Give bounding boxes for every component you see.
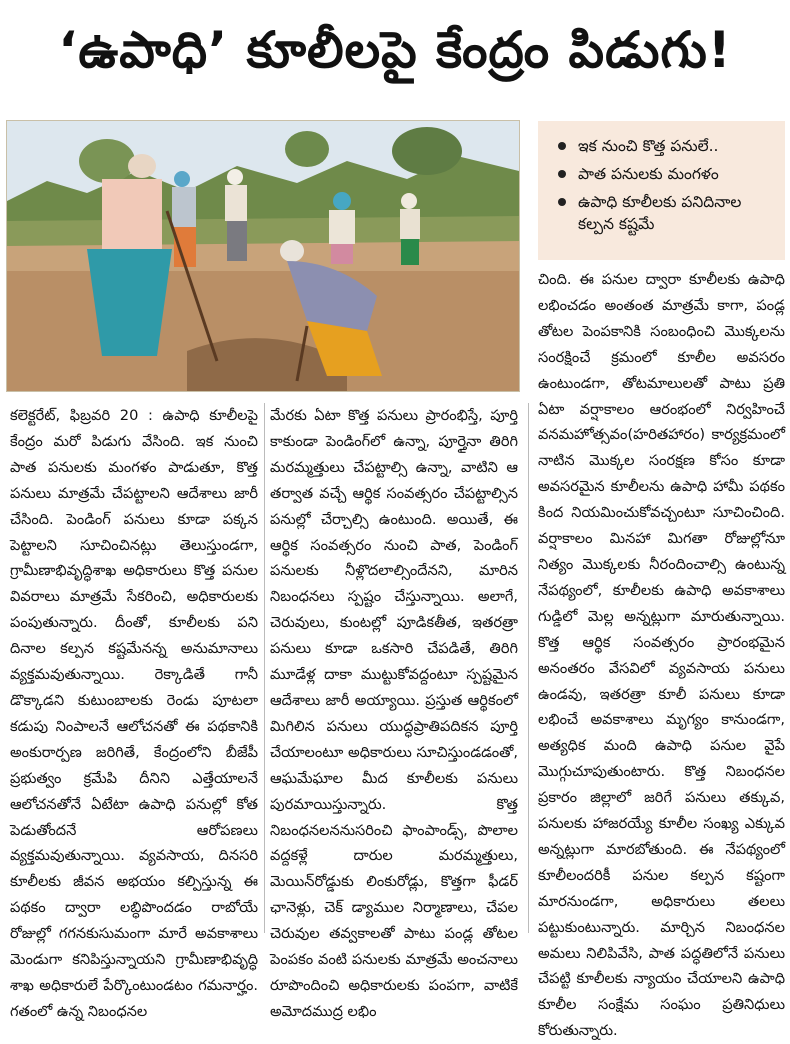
highlight-text: ఇక నుంచి కొత్త పనులే.. — [578, 137, 719, 155]
highlight-item — [556, 163, 773, 185]
highlight-text: ఉపాధి కూలీలకు పనిదినాల కల్పన కష్టమే — [578, 193, 742, 233]
workers-field-photo — [7, 121, 519, 391]
column-divider — [264, 403, 265, 933]
article-column-1 — [10, 403, 258, 1025]
headline: ‘ఉపాధి’ కూలీలపై కేంద్రం పిడుగు! — [58, 20, 732, 79]
highlight-item — [556, 191, 773, 235]
column-divider — [528, 403, 529, 933]
highlight-text: పాత పనులకు మంగళం — [578, 165, 719, 183]
highlights-box — [538, 121, 785, 260]
article-column-2 — [270, 403, 518, 1025]
article-text: మేరకు ఏటా కొత్త పనులు ప్రారంభిస్తే, పూర్తి కాకుండా పెండింగ్‌లో ఉన్నా, పూర్తైనా తిరిగి మరమ్మత్తులు చేపట్టాల్సి ఉన్నా, వాటిని ఆ తర్వాత వచ్చే ఆర్థిక సంవత్సరం చేపట్టాల్సిన పనుల్లో చేర్చాల్సి ఉంటుంది. అయితే, ఈ ఆర్థిక సంవత్సరం నుంచి పాత, పెండింగ్ పనులకు నీళ్లొదలాల్సిందేనని, మారిన నిబంధనలు స్పష్టం చేస్తున్నాయి. అలాగే, చెరువులు, కుంటల్లో పూడికతీత, ఇతరత్రా పనులు కూడా ఒకసారి చేపడితే, తిరిగి మూడేళ్ల దాకా ముట్టుకోవద్దంటూ స్పష్టమైన ఆదేశాలు జారీ అయ్యాయి. ప్రస్తుత ఆర్థికంలో మిగిలిన పనులు యుద్ధప్రాతిపదికన పూర్తి చేయాలంటూ అధికారులు సూచిస్తుండడంతో, ఆఘమేఘాల మీద కూలీలకు పనులు పురమాయిస్తున్నారు. కొత్త నిబంధనలననుసరించి ఫాంపాండ్స్, పొలాల వద్దకళ్లే దారుల మరమ్మత్తులు, మెయిన్‌రోడ్డుకు లింకురోడ్లు, కొత్తగా ఫీడర్ ఛానెళ్లు, చెక్ డ్యాముల నిర్మాణాలు, చేపల చెరువుల తవ్వకాలతో పాటు పండ్ల తోటల పెంపకం వంటి పనులకు మాత్రమే అంచనాలు రూపొందించి అధికారులకు పంపగా, వాటికే అమోదముద్ర లభిం — [270, 407, 518, 1020]
highlight-item — [556, 135, 773, 157]
bullet-icon — [558, 198, 566, 206]
bullet-icon — [558, 142, 566, 150]
article-column-3 — [538, 267, 785, 1044]
bullet-icon — [558, 170, 566, 178]
article-text: చింది. ఈ పనుల ద్వారా కూలీలకు ఉపాధి లభించడం అంతంత మాత్రమే కాగా, పండ్ల తోటల పెంపకానికి సంబంధించి మొక్కలను సంరక్షించే క్రమంలో కూలీల అవసరం ఉంటుండగా, తోటమాలులతో పాటు ప్రతి ఏటా వర్షాకాలం ఆరంభంలో నిర్వహించే వనమహోత్సవం(హరితహారం) కార్యక్రమంలో నాటిన మొక్కల సంరక్షణ కోసం కూడా అవసరమైన కూలీలను ఉపాధి హామీ పథకం కింద నియమించుకోవచ్చంటూ సూచించింది. వర్షాకాలం మినహా మిగతా రోజుల్లోనూ నిత్యం మొక్కలకు నీరందించాల్సి ఉంటున్న నేపథ్యంలో, కూలీలకు ఉపాధి అవకాశాలు గుడ్డిలో మెల్ల అన్నట్లుగా మారుతున్నాయి. కొత్త ఆర్థిక సంవత్సరం ప్రారంభమైన అనంతరం వేసవిలో వ్యవసాయ పనులు ఉండవు, ఇతరత్రా కూలీ పనులు కూడా లభించే అవకాశాలు మృగ్యం కానుండగా, అత్యధిక మంది ఉపాధి పనుల వైపే మొగ్గుచూపుతుంటారు. కొత్త నిబంధనల ప్రకారం జిల్లాలో జరిగే పనులు తక్కువ, పనులకు హాజరయ్యే కూలీల సంఖ్య ఎక్కువ అన్నట్లుగా మారబోతుంది. ఈ నేపథ్యంలో కూలీలందరికీ పనుల కల్పన కష్టంగా మారనుండగా, అధికారులు తలలు పట్టుకుంటున్నారు. మార్చిన నిబంధనల అమలు నిలిపివేసి, పాత పద్ధతిలోనే పనులు చేపట్టి కూలీలకు న్యాయం చేయాలని ఉపాధి కూలీల సంక్షేమ సంఘం ప్రతినిధులు కోరుతున్నారు. — [538, 271, 785, 1040]
article-text: కలెక్టరేట్, ఫిబ్రవరి 20 : ఉపాధి కూలీలపై కేంద్రం మరో పిడుగు వేసింది. ఇక నుంచి పాత పనులకు మంగళం పాడుతూ, కొత్త పనులు మాత్రమే చేపట్టాలని ఆదేశాలు జారీ చేసింది. పెండింగ్ పనులు కూడా పక్కన పెట్టాలని సూచించినట్లు తెలుస్తుండగా, గ్రామీణాభివృద్ధిశాఖ అధికారులు కొత్త పనుల వివరాలు మాత్రమే సేకరించి, అధికారులకు పంపుతున్నారు. దీంతో, కూలీలకు పని దినాల కల్పన కష్టమేనన్న అనుమానాలు వ్యక్తమవుతున్నాయి. రెక్కాడితే గానీ డొక్కాడని కుటుంబాలకు రెండు పూటలా కడుపు నింపాలనే ఆలోచనతో ఈ పథకానికి అంకురార్పణ జరిగితే, కేంద్రంలోని బీజేపీ ప్రభుత్వం క్రమేపి దీనిని ఎత్తేయాలనే ఆలోచనతోనే ఏటేటా ఉపాధి పనుల్లో కోత పెడుతోందనే ఆరోపణలు వ్యక్తమవుతున్నాయి. వ్యవసాయ, దినసరి కూలీలకు జీవన అభయం కల్పిస్తున్న ఈ పథకం ద్వారా లబ్ధిపొందడం రాబోయే రోజుల్లో గగనకుసుమంగా మారే అవకాశాలు మెండుగా కనిపిస్తున్నాయని గ్రామీణాభివృద్ధి శాఖ అధికారులే పేర్కొంటుండటం గమనార్హం. గతంలో ఉన్న నిబంధనల — [10, 407, 258, 1020]
article-photo — [6, 120, 520, 392]
